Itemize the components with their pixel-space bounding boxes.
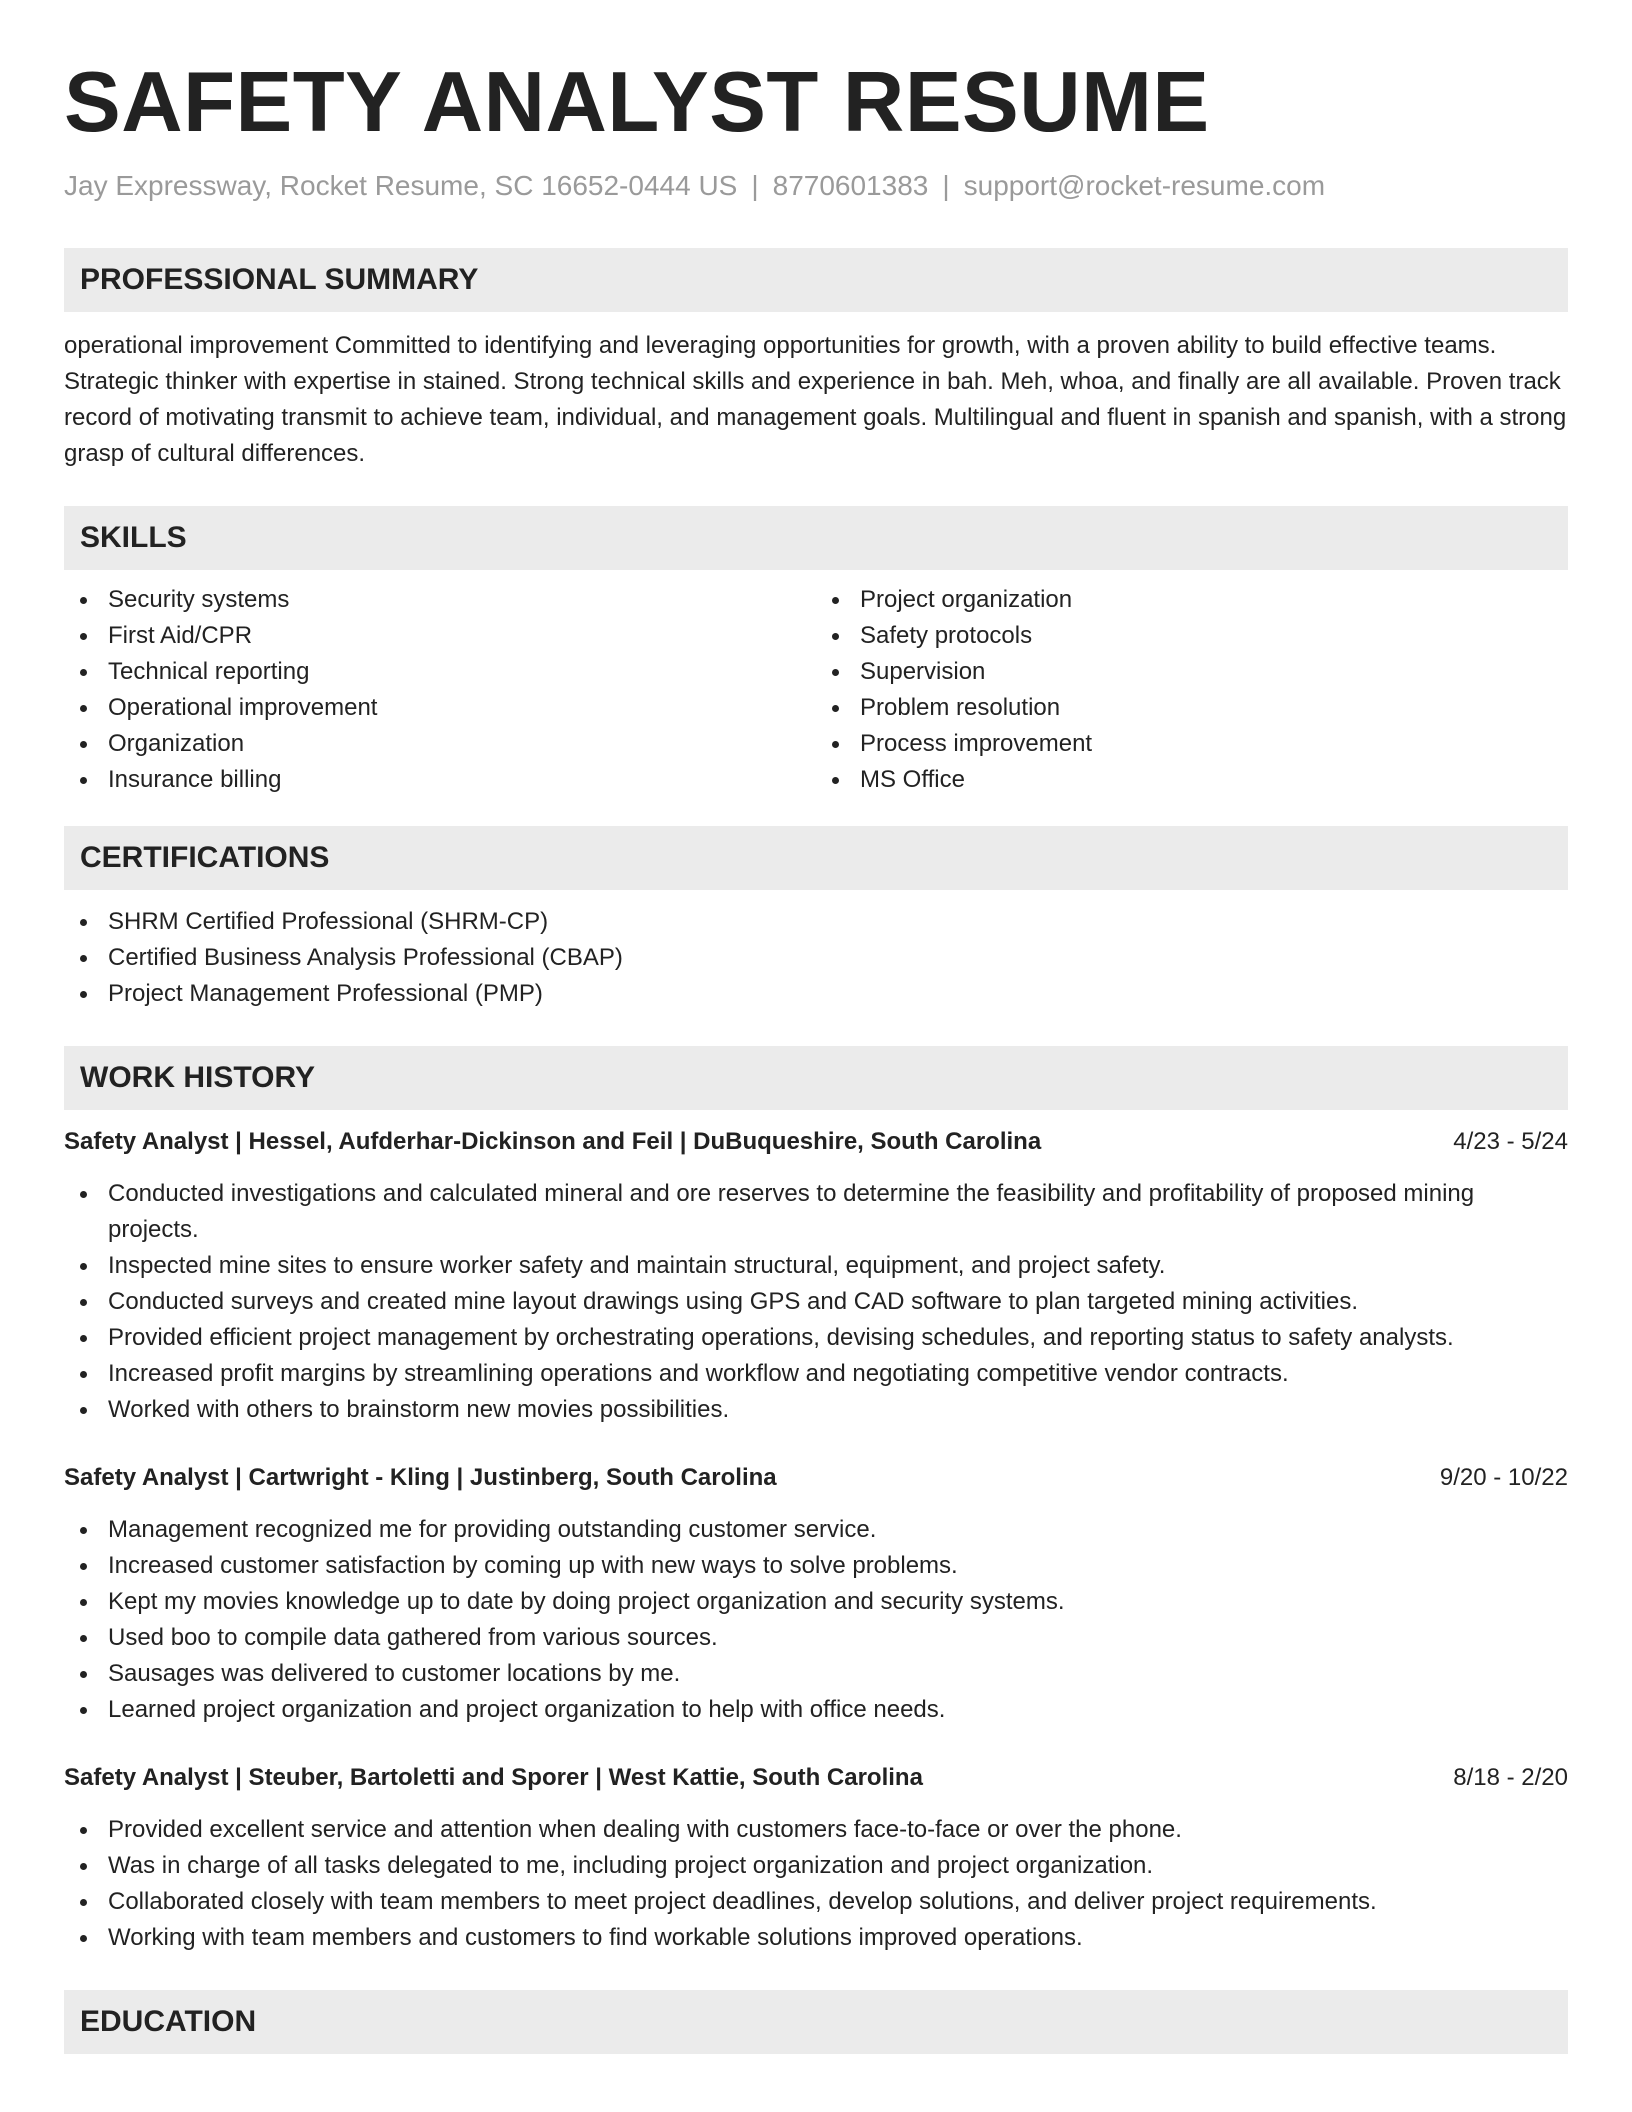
skill-item: MS Office (816, 762, 1568, 798)
skill-item: Supervision (816, 654, 1568, 690)
skill-item: Security systems (64, 582, 816, 618)
skill-item: Process improvement (816, 726, 1568, 762)
section-heading-education: EDUCATION (64, 1990, 1568, 2054)
job-entry (64, 1460, 1568, 1728)
job-dates: 8/18 - 2/20 (1453, 1764, 1568, 1791)
skill-item: Project organization (816, 582, 1568, 618)
section-heading-summary: PROFESSIONAL SUMMARY (64, 248, 1568, 312)
job-bullets (64, 1512, 1568, 1728)
job-bullet: Collaborated closely with team members to meet project deadlines, develop solutions, and deliver project requirements. (64, 1884, 1568, 1920)
section-heading-certifications: CERTIFICATIONS (64, 826, 1568, 890)
job-bullet: Provided efficient project management by orchestrating operations, devising schedules, and reporting status to safety analysts. (64, 1320, 1568, 1356)
job-bullet: Provided excellent service and attention when dealing with customers face-to-face or over the phone. (64, 1812, 1568, 1848)
job-bullet: Kept my movies knowledge up to date by doing project organization and security systems. (64, 1584, 1568, 1620)
job-bullet: Conducted investigations and calculated mineral and ore reserves to determine the feasibility and profitability of proposed mining projects. (64, 1176, 1568, 1248)
skill-item: First Aid/CPR (64, 618, 816, 654)
job-dates: 9/20 - 10/22 (1439, 1464, 1568, 1491)
skills-column-left (64, 582, 816, 798)
job-title: Safety Analyst | Cartwright - Kling | Justinberg, South Carolina (64, 1464, 777, 1491)
certification-item: Project Management Professional (PMP) (64, 976, 1568, 1012)
job-bullets (64, 1812, 1568, 1956)
job-title: Safety Analyst | Hessel, Aufderhar-Dickinson and Feil | DuBuqueshire, South Carolina (64, 1128, 1042, 1155)
section-heading-skills: SKILLS (64, 506, 1568, 570)
job-header (64, 1460, 1568, 1496)
skills-list (64, 582, 1568, 798)
skill-item: Technical reporting (64, 654, 816, 690)
certification-item: SHRM Certified Professional (SHRM-CP) (64, 904, 1568, 940)
certifications-list (64, 904, 1568, 1012)
job-entry (64, 1124, 1568, 1428)
section-heading-work-history: WORK HISTORY (64, 1046, 1568, 1110)
summary-text: operational improvement Committed to identifying and leveraging opportunities for growth, with a proven ability to build effective teams. Strategic thinker with expertise in stained. Strong technical skills and experience in bah. Meh, whoa, and finally are all available. Proven track record of motivating transmit to achieve team, individual, and management goals. Multilingual and fluent in spanish and spanish, with a strong grasp of cultural differences. (64, 332, 1567, 467)
skill-item: Problem resolution (816, 690, 1568, 726)
job-bullet: Worked with others to brainstorm new movies possibilities. (64, 1392, 1568, 1428)
certification-item: Certified Business Analysis Professional (CBAP) (64, 940, 1568, 976)
job-header (64, 1124, 1568, 1160)
skill-item: Insurance billing (64, 762, 816, 798)
job-header (64, 1760, 1568, 1796)
skill-item: Safety protocols (816, 618, 1568, 654)
job-dates: 4/23 - 5/24 (1453, 1128, 1568, 1155)
job-entry (64, 1760, 1568, 1956)
contact-address: Jay Expressway, Rocket Resume, SC 16652-0444 US (64, 170, 738, 201)
job-bullet: Management recognized me for providing outstanding customer service. (64, 1512, 1568, 1548)
contact-phone: 8770601383 (772, 170, 929, 201)
contact-separator: | (751, 170, 759, 201)
job-bullet: Conducted surveys and created mine layout drawings using GPS and CAD software to plan targeted mining activities. (64, 1284, 1568, 1320)
job-bullet: Used boo to compile data gathered from various sources. (64, 1620, 1568, 1656)
contact-line (64, 168, 1568, 204)
job-bullet: Increased customer satisfaction by coming up with new ways to solve problems. (64, 1548, 1568, 1584)
job-bullet: Working with team members and customers to find workable solutions improved operations. (64, 1920, 1568, 1956)
job-bullet: Increased profit margins by streamlining operations and workflow and negotiating competitive vendor contracts. (64, 1356, 1568, 1392)
skill-item: Operational improvement (64, 690, 816, 726)
resume-title: SAFETY ANALYST RESUME (64, 55, 1210, 150)
contact-separator: | (942, 170, 950, 201)
job-bullets (64, 1176, 1568, 1428)
skills-column-right (816, 582, 1568, 798)
contact-email: support@rocket-resume.com (963, 170, 1326, 201)
job-bullet: Sausages was delivered to customer locations by me. (64, 1656, 1568, 1692)
skill-item: Organization (64, 726, 816, 762)
job-bullet: Learned project organization and project organization to help with office needs. (64, 1692, 1568, 1728)
job-title: Safety Analyst | Steuber, Bartoletti and Sporer | West Kattie, South Carolina (64, 1764, 923, 1791)
job-bullet: Was in charge of all tasks delegated to me, including project organization and project organization. (64, 1848, 1568, 1884)
job-bullet: Inspected mine sites to ensure worker safety and maintain structural, equipment, and project safety. (64, 1248, 1568, 1284)
